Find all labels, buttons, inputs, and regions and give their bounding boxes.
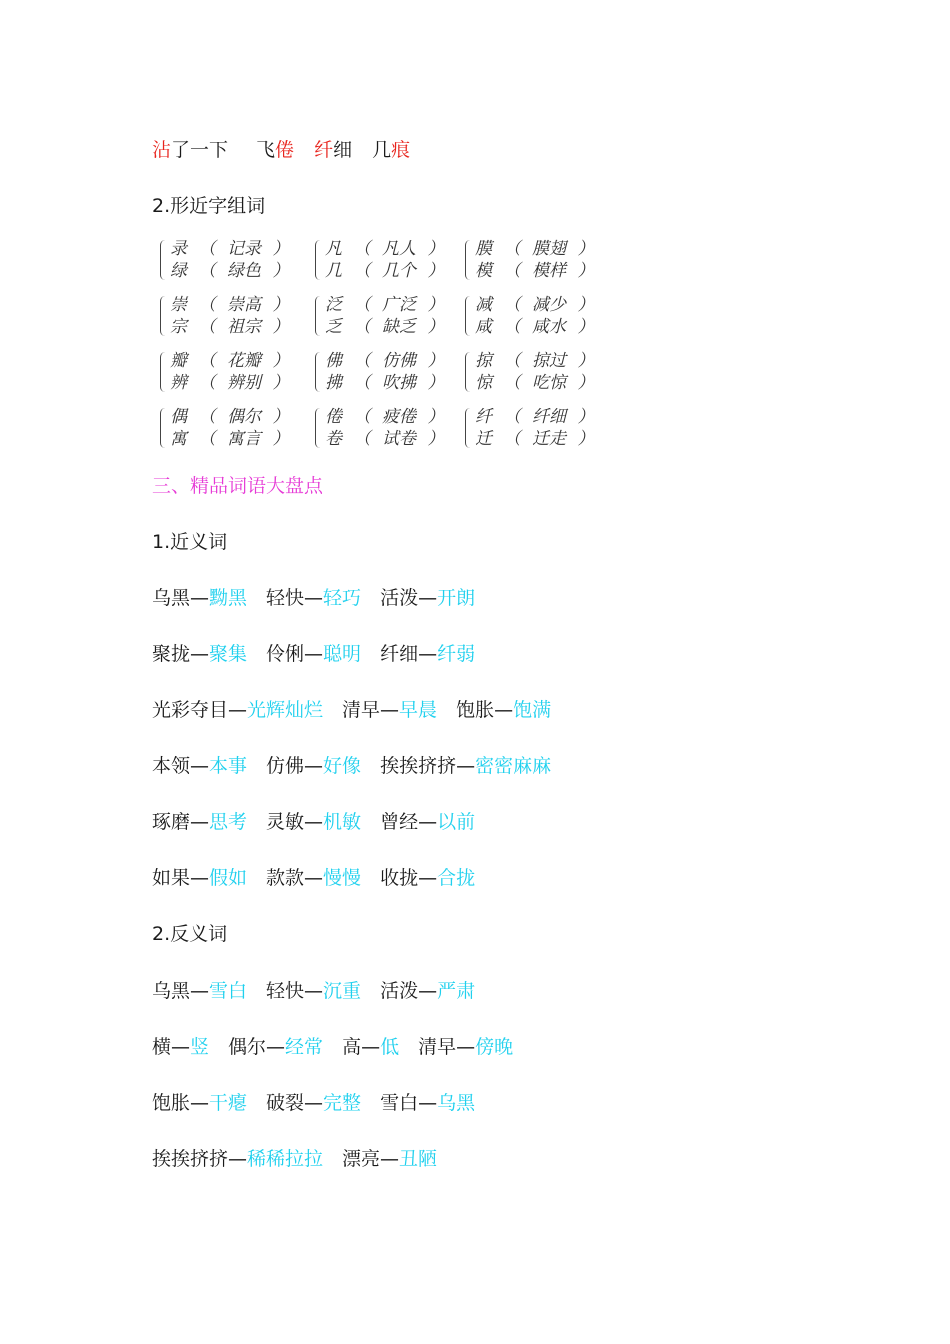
word-answer: 黝黑 bbox=[209, 587, 248, 609]
paren-open: （ bbox=[198, 295, 216, 315]
antonyms-line bbox=[152, 978, 475, 1004]
paren-close: ） bbox=[427, 261, 445, 281]
pair-char: 崇 bbox=[170, 295, 187, 315]
word-answer: 竖 bbox=[190, 1036, 210, 1058]
paren-close: ） bbox=[272, 407, 290, 427]
pair-word: 疲倦 bbox=[382, 407, 416, 427]
paren-close: ） bbox=[272, 239, 290, 259]
word-head: 琢磨— bbox=[152, 811, 210, 833]
char-pair bbox=[160, 406, 310, 450]
brace-icon bbox=[160, 240, 165, 280]
word-answer: 完整 bbox=[323, 1092, 362, 1114]
word-answer: 乌黑 bbox=[437, 1092, 476, 1114]
paren-close: ） bbox=[577, 239, 595, 259]
top-line bbox=[152, 137, 410, 163]
pair-char: 偶 bbox=[170, 407, 187, 427]
pair-row bbox=[170, 350, 290, 372]
paren-close: ） bbox=[427, 351, 445, 371]
antonyms-heading bbox=[152, 921, 227, 947]
brace-icon bbox=[315, 296, 320, 336]
pair-char: 录 bbox=[170, 239, 187, 259]
pair-word: 膜翅 bbox=[532, 239, 566, 259]
word-answer: 严肃 bbox=[437, 980, 476, 1002]
word-answer: 稀稀拉拉 bbox=[247, 1148, 324, 1170]
word-head: 饱胀— bbox=[152, 1092, 210, 1114]
word-answer: 轻巧 bbox=[323, 587, 362, 609]
brace-icon bbox=[315, 408, 320, 448]
pair-word: 几个 bbox=[382, 261, 416, 281]
word-head: 款款— bbox=[266, 867, 324, 889]
pair-row bbox=[475, 372, 595, 394]
top-line-char: 细 bbox=[333, 139, 353, 161]
top-line-char: 痕 bbox=[391, 139, 411, 161]
section3-title: 三、精品词语大盘点 bbox=[152, 475, 324, 497]
pair-word: 寓言 bbox=[227, 429, 261, 449]
synonyms-heading bbox=[152, 529, 227, 555]
pair-row bbox=[170, 316, 290, 338]
word-answer: 合拢 bbox=[437, 867, 476, 889]
antonyms-line bbox=[152, 1146, 437, 1172]
paren-close: ） bbox=[427, 373, 445, 393]
pair-char: 减 bbox=[475, 295, 492, 315]
char-pair bbox=[465, 350, 615, 394]
paren-close: ） bbox=[427, 239, 445, 259]
char-pair bbox=[465, 238, 615, 282]
paren-close: ） bbox=[577, 261, 595, 281]
pair-row bbox=[475, 294, 595, 316]
word-head: 伶俐— bbox=[266, 643, 324, 665]
paren-open: （ bbox=[353, 261, 371, 281]
word-answer: 机敏 bbox=[323, 811, 362, 833]
word-head: 本领— bbox=[152, 755, 210, 777]
pair-word: 迁走 bbox=[532, 429, 566, 449]
word-head: 曾经— bbox=[380, 811, 438, 833]
pair-char: 膜 bbox=[475, 239, 492, 259]
pair-char: 几 bbox=[325, 261, 342, 281]
pair-row bbox=[325, 238, 445, 260]
paren-open: （ bbox=[503, 407, 521, 427]
pair-word: 吃惊 bbox=[532, 373, 566, 393]
pair-char: 乏 bbox=[325, 317, 342, 337]
pair-row bbox=[325, 350, 445, 372]
paren-open: （ bbox=[503, 317, 521, 337]
word-head: 如果— bbox=[152, 867, 210, 889]
pair-word: 凡人 bbox=[382, 239, 416, 259]
pair-char: 咸 bbox=[475, 317, 492, 337]
pair-word: 偶尔 bbox=[227, 407, 261, 427]
char-pair bbox=[465, 294, 615, 338]
pair-char: 惊 bbox=[475, 373, 492, 393]
word-head: 高— bbox=[342, 1036, 381, 1058]
paren-open: （ bbox=[353, 239, 371, 259]
pair-word: 缺乏 bbox=[382, 317, 416, 337]
heading-text: 2.反义词 bbox=[152, 923, 228, 945]
synonyms-line bbox=[152, 585, 475, 611]
word-answer: 傍晚 bbox=[475, 1036, 514, 1058]
paren-close: ） bbox=[577, 429, 595, 449]
top-line-char: 倦 bbox=[275, 139, 295, 161]
pair-row bbox=[170, 294, 290, 316]
paren-close: ） bbox=[577, 351, 595, 371]
pair-char: 拂 bbox=[325, 373, 342, 393]
paren-close: ） bbox=[577, 373, 595, 393]
paren-open: （ bbox=[198, 317, 216, 337]
synonyms-line bbox=[152, 641, 475, 667]
pair-row bbox=[475, 406, 595, 428]
paren-close: ） bbox=[427, 429, 445, 449]
word-answer: 纤弱 bbox=[437, 643, 476, 665]
pair-word: 纤细 bbox=[532, 407, 566, 427]
antonyms-line bbox=[152, 1090, 475, 1116]
top-line-char: 飞 bbox=[256, 139, 276, 161]
char-pair bbox=[160, 350, 310, 394]
word-head: 饱胀— bbox=[456, 699, 514, 721]
word-head: 乌黑— bbox=[152, 587, 210, 609]
paren-open: （ bbox=[353, 351, 371, 371]
word-answer: 经常 bbox=[285, 1036, 324, 1058]
pair-row bbox=[325, 428, 445, 450]
word-head: 清早— bbox=[342, 699, 400, 721]
word-head: 聚拢— bbox=[152, 643, 210, 665]
pair-char: 泛 bbox=[325, 295, 342, 315]
paren-close: ） bbox=[272, 429, 290, 449]
paren-close: ） bbox=[427, 295, 445, 315]
paren-open: （ bbox=[198, 429, 216, 449]
paren-open: （ bbox=[353, 429, 371, 449]
word-answer: 密密麻麻 bbox=[475, 755, 552, 777]
char-pair bbox=[315, 238, 465, 282]
pair-word: 模样 bbox=[532, 261, 566, 281]
paren-close: ） bbox=[577, 295, 595, 315]
pair-row bbox=[475, 260, 595, 282]
brace-icon bbox=[315, 352, 320, 392]
paren-open: （ bbox=[353, 407, 371, 427]
paren-open: （ bbox=[198, 261, 216, 281]
brace-icon bbox=[465, 352, 470, 392]
word-head: 活泼— bbox=[380, 980, 438, 1002]
char-pair bbox=[160, 238, 310, 282]
pair-char: 凡 bbox=[325, 239, 342, 259]
pair-word: 花瓣 bbox=[227, 351, 261, 371]
top-line-char: 纤 bbox=[314, 139, 334, 161]
brace-icon bbox=[160, 408, 165, 448]
pair-row bbox=[475, 316, 595, 338]
pair-word: 记录 bbox=[227, 239, 261, 259]
paren-open: （ bbox=[503, 373, 521, 393]
pair-char: 倦 bbox=[325, 407, 342, 427]
paren-open: （ bbox=[198, 407, 216, 427]
word-answer: 以前 bbox=[437, 811, 476, 833]
word-head: 轻快— bbox=[266, 980, 324, 1002]
top-line-char: 几 bbox=[372, 139, 392, 161]
pair-char: 掠 bbox=[475, 351, 492, 371]
pair-word: 绿色 bbox=[227, 261, 261, 281]
top-line-char: 沾 bbox=[152, 139, 172, 161]
pair-row bbox=[170, 428, 290, 450]
word-answer: 光辉灿烂 bbox=[247, 699, 324, 721]
pair-char: 辨 bbox=[170, 373, 187, 393]
paren-close: ） bbox=[577, 317, 595, 337]
word-answer: 雪白 bbox=[209, 980, 248, 1002]
pair-word: 咸水 bbox=[532, 317, 566, 337]
pair-row bbox=[475, 350, 595, 372]
paren-open: （ bbox=[198, 373, 216, 393]
synonyms-line bbox=[152, 809, 475, 835]
pair-word: 掠过 bbox=[532, 351, 566, 371]
pair-char: 迁 bbox=[475, 429, 492, 449]
paren-close: ） bbox=[577, 407, 595, 427]
section-title bbox=[152, 473, 323, 499]
word-answer: 开朗 bbox=[437, 587, 476, 609]
word-head: 挨挨挤挤— bbox=[380, 755, 476, 777]
synonyms-line bbox=[152, 865, 475, 891]
synonyms-line bbox=[152, 753, 551, 779]
word-answer: 丑陋 bbox=[399, 1148, 438, 1170]
heading-text: 2.形近字组词 bbox=[152, 195, 266, 217]
brace-icon bbox=[315, 240, 320, 280]
synonyms-line bbox=[152, 697, 551, 723]
pair-row bbox=[170, 238, 290, 260]
paren-close: ） bbox=[272, 295, 290, 315]
paren-close: ） bbox=[427, 317, 445, 337]
word-head: 清早— bbox=[418, 1036, 476, 1058]
paren-open: （ bbox=[353, 317, 371, 337]
word-head: 仿佛— bbox=[266, 755, 324, 777]
char-pair bbox=[315, 406, 465, 450]
char-pair bbox=[160, 294, 310, 338]
word-answer: 思考 bbox=[209, 811, 248, 833]
pair-char: 纤 bbox=[475, 407, 492, 427]
pair-word: 试卷 bbox=[382, 429, 416, 449]
top-line-char: 了一下 bbox=[171, 139, 229, 161]
word-head: 乌黑— bbox=[152, 980, 210, 1002]
paren-close: ） bbox=[272, 317, 290, 337]
pair-row bbox=[325, 372, 445, 394]
pair-char: 绿 bbox=[170, 261, 187, 281]
paren-open: （ bbox=[198, 239, 216, 259]
pair-word: 仿佛 bbox=[382, 351, 416, 371]
word-head: 偶尔— bbox=[228, 1036, 286, 1058]
paren-open: （ bbox=[353, 295, 371, 315]
word-head: 破裂— bbox=[266, 1092, 324, 1114]
word-head: 活泼— bbox=[380, 587, 438, 609]
word-head: 纤细— bbox=[380, 643, 438, 665]
pair-row bbox=[325, 316, 445, 338]
pair-row bbox=[325, 260, 445, 282]
pair-word: 祖宗 bbox=[227, 317, 261, 337]
paren-close: ） bbox=[427, 407, 445, 427]
word-head: 收拢— bbox=[380, 867, 438, 889]
word-head: 横— bbox=[152, 1036, 191, 1058]
pair-char: 卷 bbox=[325, 429, 342, 449]
word-head: 灵敏— bbox=[266, 811, 324, 833]
char-pair bbox=[465, 406, 615, 450]
pair-row bbox=[475, 428, 595, 450]
char-pair bbox=[315, 350, 465, 394]
word-head: 雪白— bbox=[380, 1092, 438, 1114]
pair-row bbox=[325, 294, 445, 316]
brace-icon bbox=[160, 352, 165, 392]
pair-row bbox=[475, 238, 595, 260]
pair-row bbox=[170, 406, 290, 428]
paren-open: （ bbox=[503, 239, 521, 259]
heading-text: 1.近义词 bbox=[152, 531, 228, 553]
word-answer: 聪明 bbox=[323, 643, 362, 665]
antonyms-line bbox=[152, 1034, 513, 1060]
paren-open: （ bbox=[198, 351, 216, 371]
pair-char: 寓 bbox=[170, 429, 187, 449]
word-answer: 聚集 bbox=[209, 643, 248, 665]
word-answer: 干瘪 bbox=[209, 1092, 248, 1114]
brace-icon bbox=[160, 296, 165, 336]
paren-open: （ bbox=[503, 295, 521, 315]
pair-word: 辨别 bbox=[227, 373, 261, 393]
word-head: 光彩夺目— bbox=[152, 699, 248, 721]
paren-open: （ bbox=[503, 351, 521, 371]
pair-row bbox=[325, 406, 445, 428]
word-answer: 慢慢 bbox=[323, 867, 362, 889]
pair-char: 瓣 bbox=[170, 351, 187, 371]
pair-word: 广泛 bbox=[382, 295, 416, 315]
section-heading bbox=[152, 193, 265, 219]
word-answer: 本事 bbox=[209, 755, 248, 777]
word-head: 轻快— bbox=[266, 587, 324, 609]
pair-char: 佛 bbox=[325, 351, 342, 371]
word-head: 漂亮— bbox=[342, 1148, 400, 1170]
paren-close: ） bbox=[272, 373, 290, 393]
pair-row bbox=[170, 372, 290, 394]
brace-icon bbox=[465, 408, 470, 448]
word-answer: 沉重 bbox=[323, 980, 362, 1002]
pair-word: 崇高 bbox=[227, 295, 261, 315]
paren-close: ） bbox=[272, 351, 290, 371]
pair-char: 宗 bbox=[170, 317, 187, 337]
word-answer: 低 bbox=[380, 1036, 400, 1058]
paren-close: ） bbox=[272, 261, 290, 281]
pair-char: 模 bbox=[475, 261, 492, 281]
brace-icon bbox=[465, 240, 470, 280]
paren-open: （ bbox=[353, 373, 371, 393]
paren-open: （ bbox=[503, 429, 521, 449]
pair-word: 吹拂 bbox=[382, 373, 416, 393]
word-head: 挨挨挤挤— bbox=[152, 1148, 248, 1170]
word-answer: 早晨 bbox=[399, 699, 438, 721]
word-answer: 好像 bbox=[323, 755, 362, 777]
pair-word: 减少 bbox=[532, 295, 566, 315]
brace-icon bbox=[465, 296, 470, 336]
word-answer: 假如 bbox=[209, 867, 248, 889]
char-pair bbox=[315, 294, 465, 338]
word-answer: 饱满 bbox=[513, 699, 552, 721]
pair-row bbox=[170, 260, 290, 282]
paren-open: （ bbox=[503, 261, 521, 281]
